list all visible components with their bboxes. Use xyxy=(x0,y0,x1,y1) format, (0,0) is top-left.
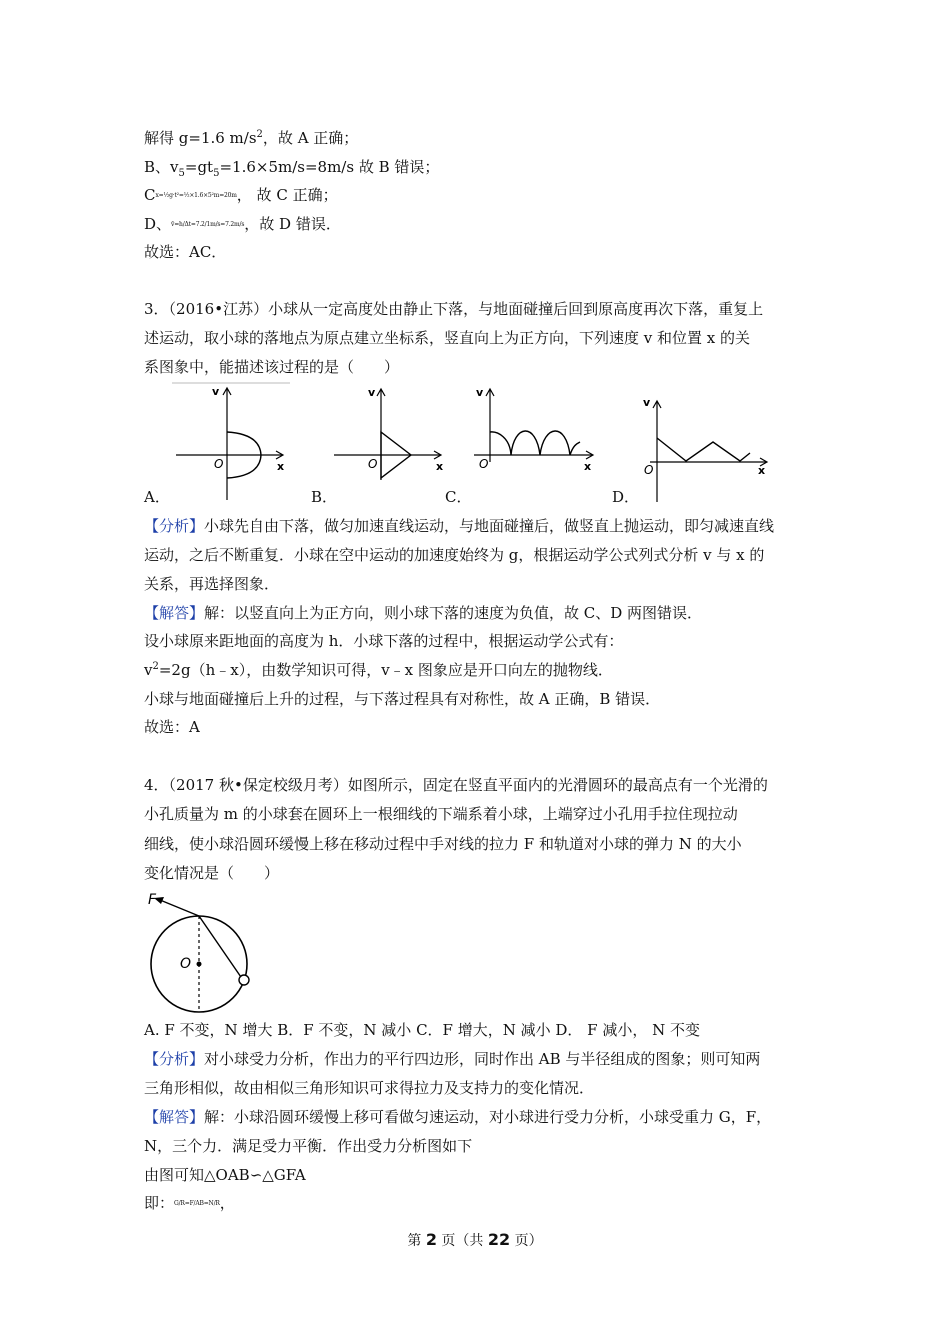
string-line xyxy=(199,916,243,980)
prev-line-1: 解得 g=1.6 $m/s^2$，故 A 正确； xyxy=(144,129,359,147)
q3-answer-3: $v^2=2g(h﹣x)$，由数学知识可得，v﹣x 图象应是开口向左的抛物线． xyxy=(144,661,613,679)
option-b-label: B． xyxy=(311,488,338,506)
q3-answer-1: 【解答】解：以竖直向上为正方向，则小球下落的速度为负值，故 C、D 两图错误． xyxy=(144,604,703,622)
answer-tag: 【解答】 xyxy=(144,1108,205,1126)
q4-stem-4: 变化情况是（ ） xyxy=(144,864,280,882)
page-number: 2 xyxy=(425,1230,437,1249)
option-a-label: A． xyxy=(144,488,170,506)
axis-label-x: x xyxy=(436,460,444,473)
q4-analysis-1: 【分析】对小球受力分析，作出力的平行四边形，同时作出 AB 与半径组成的图象；则可知两 xyxy=(144,1050,761,1068)
page-footer: 第 2 页（共 22 页） xyxy=(407,1230,543,1249)
axis-label-v: v xyxy=(212,385,220,398)
q4-stem-3: 细线，使小球沿圆环缓慢上移在移动过程中手对线的拉力 F 和轨道对小球的弹力 N 的大小 xyxy=(144,835,742,853)
q4-answer-4: 即：G/R=F/AB=N/R， xyxy=(144,1194,235,1212)
q3-stem-2: 述运动，取小球的落地点为原点建立坐标系，竖直向上为正方向，下列速度 v 和位置 x 的关 xyxy=(144,329,751,347)
answer-tag: 【解答】 xyxy=(144,604,205,622)
q4-stem-1: 4．（2017 秋•保定校级月考）如图所示，固定在竖直平面内的光滑圆环的最高点有一个光滑的 xyxy=(144,776,768,794)
axis-label-x: x xyxy=(277,460,285,473)
q4-answer-3: 由图可知△OAB∽△GFA xyxy=(144,1166,306,1184)
graph-d xyxy=(640,392,775,504)
axis-label-x: x xyxy=(584,460,592,473)
q3-stem-3: 系图象中，能描述该过程的是（ ） xyxy=(144,358,400,376)
graph-b xyxy=(330,382,450,482)
q3-choice: 故选：A xyxy=(144,718,200,736)
page-total: 22 xyxy=(487,1230,511,1249)
q3-answer-2: 设小球原来距地面的高度为 h．小球下落的过程中，根据运动学公式有： xyxy=(144,632,624,650)
option-d-label: D． xyxy=(612,488,640,506)
center-label: O xyxy=(180,956,192,972)
option-c-label: C． xyxy=(445,488,472,506)
formula-image: G/R=F/AB=N/R xyxy=(174,1200,220,1207)
q4-stem-2: 小孔质量为 m 的小球套在圆环上一根细线的下端系着小球，上端穿过小孔用手拉住现拉动 xyxy=(144,805,738,823)
prev-line-3: Cx=½g·t²=½×1.6×5²m=20m， 故 C 正确； xyxy=(144,186,338,204)
q4-analysis-2: 三角形相似，故由相似三角形知识可求得拉力及支持力的变化情况． xyxy=(144,1079,595,1097)
axis-label-x: x xyxy=(758,464,766,477)
curve xyxy=(657,438,750,461)
origin-label: O xyxy=(644,463,654,477)
formula-image: v̄=h/Δt=7.2/1m/s=7.2m/s xyxy=(171,221,245,228)
origin-label: O xyxy=(479,457,489,471)
axis-label-v: v xyxy=(476,386,484,399)
analysis-tag: 【分析】 xyxy=(144,1050,205,1068)
q3-analysis-3: 关系，再选择图象． xyxy=(144,575,280,593)
origin-label: O xyxy=(214,457,224,471)
force-label: F xyxy=(148,892,157,908)
axis-label-v: v xyxy=(643,396,651,409)
analysis-tag: 【分析】 xyxy=(144,517,205,535)
ball-icon xyxy=(239,975,249,985)
prev-line-4: D、v̄=h/Δt=7.2/1m/s=7.2m/s，故 D 错误． xyxy=(144,215,341,233)
formula-image: x=½g·t²=½×1.6×5²m=20m xyxy=(155,192,237,199)
center-dot xyxy=(197,962,202,967)
graph-c xyxy=(470,382,600,482)
origin-label: O xyxy=(368,457,378,471)
q3-stem-1: 3．（2016•江苏）小球从一定高度处由静止下落，与地面碰撞后回到原高度再次下落，重复上 xyxy=(144,300,764,318)
axis-label-v: v xyxy=(368,386,376,399)
q3-answer-4: 小球与地面碰撞后上升的过程，与下落过程具有对称性，故 A 正确，B 错误． xyxy=(144,690,661,708)
q4-options: A. F 不变，N 增大 B．F 不变，N 减小 C．F 增大，N 减小 D． F 减小， N 不变 xyxy=(144,1021,701,1039)
prev-line-2: B、$v_5=gt_5=1.6\times 5m/s=8m/s$ 故 B 错误； xyxy=(144,158,440,179)
prev-choice: 故选：AC． xyxy=(144,243,227,261)
ring-figure xyxy=(144,888,259,1016)
q3-analysis-1: 【分析】小球先自由下落，做匀加速直线运动，与地面碰撞后，做竖直上抛运动，即匀减速直线 xyxy=(144,517,775,535)
graph-a xyxy=(168,382,298,502)
force-arrow xyxy=(160,900,199,916)
curve xyxy=(490,431,580,455)
q4-answer-1: 【解答】解：小球沿圆环缓慢上移可看做匀速运动，对小球进行受力分析，小球受重力 G，F， xyxy=(144,1108,772,1126)
q4-answer-2: N，三个力．满足受力平衡．作出受力分析图如下 xyxy=(144,1137,473,1155)
q3-analysis-2: 运动，之后不断重复．小球在空中运动的加速度始终为 g，根据运动学公式列式分析 v 与 x 的 xyxy=(144,546,765,564)
